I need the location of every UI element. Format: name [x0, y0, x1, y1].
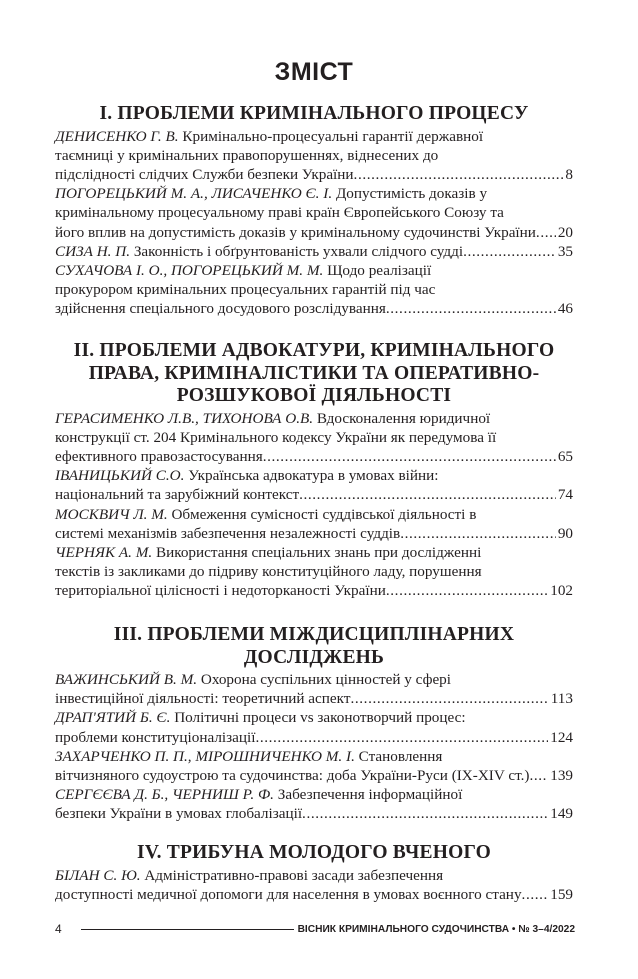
entry-title-text: Кримінально-процесуальні гарантії державної — [182, 127, 484, 145]
entry-title-text: його вплив на допустимість доказів у кримінальному судочинстві України — [55, 223, 536, 241]
entry-author: БІЛАН С. Ю. — [55, 866, 141, 884]
toc-entry[interactable] — [55, 543, 573, 601]
entry-line — [55, 203, 573, 222]
dot-leader — [386, 299, 556, 318]
dot-leader — [386, 581, 548, 600]
entry-page-number: 159 — [550, 885, 573, 903]
entry-title-text: ефективного правозастосування — [55, 447, 263, 465]
entry-author: СИЗА Н. П. — [55, 242, 131, 260]
section-4 — [55, 843, 573, 904]
entry-line — [55, 505, 573, 524]
entry-title-text: конструкції ст. 204 Кримінального кодексу України як передумова її — [55, 428, 497, 446]
entry-line — [55, 689, 573, 708]
entry-title-text: Вдосконалення юридичної — [316, 409, 491, 427]
toc-entry[interactable] — [55, 747, 573, 785]
entry-author: ЗАХАРЧЕНКО П. П., МІРОШНИЧЕНКО М. І. — [55, 747, 355, 765]
dot-leader — [463, 242, 556, 261]
entry-line — [55, 146, 573, 165]
footer-rule — [81, 929, 294, 930]
entry-title-text: Охорона суспільних цінностей у сфері — [200, 671, 451, 688]
dot-leader — [354, 165, 564, 184]
entry-author: ДЕНИСЕНКО Г. В. — [55, 127, 179, 145]
entry-line — [55, 885, 573, 904]
entry-line — [55, 261, 573, 280]
toc-entry[interactable] — [55, 242, 573, 261]
entry-title-text: підслідності слідчих Служби безпеки України — [55, 165, 354, 183]
entry-page-number: 149 — [550, 805, 573, 823]
entry-title-text: здійснення спеціального досудового розслідування — [55, 300, 386, 318]
entry-author: ВАЖИНСЬКИЙ В. М. — [55, 671, 198, 688]
page-title: ЗМІСТ — [274, 58, 354, 86]
dot-leader — [302, 804, 548, 823]
section-heading: IV. ТРИБУНА МОЛОДОГО ВЧЕНОГО — [137, 842, 491, 863]
toc-entry[interactable] — [55, 866, 573, 904]
page-footer — [55, 921, 575, 937]
entry-line — [55, 708, 573, 727]
section-heading: III. ПРОБЛЕМИ МІЖДИСЦИПЛІНАРНИХ — [113, 624, 515, 645]
entry-line — [55, 581, 573, 600]
entry-author: СЕРГЄЄВА Д. Б., ЧЕРНИШ Р. Ф. — [55, 786, 274, 804]
page-number: 4 — [55, 922, 62, 936]
entry-title-text: Українська адвокатура в умовах війни: — [188, 467, 439, 485]
entry-page-number: 65 — [557, 447, 573, 465]
entry-line — [55, 184, 573, 203]
entry-author: ІВАНИЦЬКИЙ С.О. — [55, 467, 185, 485]
entry-title-text: національний та зарубіжний контекст — [55, 486, 300, 504]
toc-entry[interactable] — [55, 708, 573, 746]
section-heading: I. ПРОБЛЕМИ КРИМІНАЛЬНОГО ПРОЦЕСУ — [99, 103, 529, 124]
entry-title-text: Обмеження сумісності суддівської діяльності в — [171, 505, 477, 523]
dot-leader — [350, 689, 548, 708]
entry-title-text: Законність і обґрунтованість ухвали слідчого судді — [133, 242, 464, 260]
entry-author: ГЕРАСИМЕНКО Л.В., ТИХОНОВА О.В. — [55, 409, 314, 427]
dot-leader — [299, 485, 556, 504]
entry-line — [55, 466, 573, 485]
toc-entry[interactable] — [55, 670, 573, 708]
entry-page-number: 124 — [550, 728, 573, 746]
entry-page-number: 102 — [550, 582, 573, 600]
section-2 — [55, 341, 573, 601]
entry-line — [55, 409, 573, 428]
toc-entry[interactable] — [55, 261, 573, 319]
entry-line — [55, 766, 573, 785]
entry-line — [55, 447, 573, 466]
entry-line — [55, 866, 573, 885]
entry-author: ЧЕРНЯК А. М. — [55, 543, 153, 561]
section-heading: РОЗШУКОВОЇ ДІЯЛЬНОСТІ — [176, 385, 452, 406]
entry-author: ДРАП'ЯТИЙ Б. Є. — [55, 709, 171, 727]
toc-entry[interactable] — [55, 127, 573, 185]
entry-title-text: текстів із закликами до підриву конституційного ладу, порушення — [55, 563, 482, 581]
entry-title-text: Щодо реалізації — [327, 261, 432, 279]
journal-name: ВІСНИК КРИМІНАЛЬНОГО СУДОЧИНСТВА • № 3–4/2022 — [297, 923, 575, 935]
entry-title-text: системі механізмів забезпечення незалежності суддів — [55, 524, 401, 542]
entry-line — [55, 299, 573, 318]
section-1 — [55, 104, 573, 319]
entry-title-text: Становлення — [358, 747, 443, 765]
entry-title-text: кримінальному процесуальному праві країн Європейського Союзу та — [55, 204, 504, 222]
entry-line — [55, 165, 573, 184]
entry-title-text: доступності медичної допомоги для населення в умовах воєнного стану — [55, 885, 522, 903]
entry-line — [55, 728, 573, 747]
entry-title-text: безпеки України в умовах глобалізації — [55, 805, 303, 823]
entry-line — [55, 242, 573, 261]
dot-leader — [536, 223, 556, 242]
entry-title-text: Допустимість доказів у — [335, 185, 488, 203]
entry-page-number: 74 — [557, 486, 573, 504]
entry-page-number: 35 — [557, 242, 573, 260]
entry-line — [55, 747, 573, 766]
entry-title-text: інвестиційної діяльності: теоретичний аспект — [55, 690, 351, 708]
entry-line — [55, 670, 573, 689]
entry-page-number: 90 — [557, 524, 573, 542]
section-heading: ПРАВА, КРИМІНАЛІСТИКИ ТА ОПЕРАТИВНО- — [88, 362, 540, 384]
entry-page-number: 8 — [565, 165, 573, 183]
toc-entry[interactable] — [55, 505, 573, 543]
entry-line — [55, 223, 573, 242]
section-heading: II. ПРОБЛЕМИ АДВОКАТУРИ, КРИМІНАЛЬНОГО — [73, 340, 555, 361]
entry-title-text: проблеми конституціоналізації — [55, 728, 256, 746]
entry-line — [55, 485, 573, 504]
entry-title-text: вітчизняного судоустрою та судочинства: доба України-Руси (IX-XIV ст.) — [55, 767, 530, 785]
entry-author: ПОГОРЕЦЬКИЙ М. А., ЛИСАЧЕНКО Є. І. — [55, 185, 333, 203]
dot-leader — [255, 728, 548, 747]
entry-line — [55, 127, 573, 146]
entry-title-text: Адміністративно-правові засади забезпечення — [144, 866, 444, 884]
entry-title-text: Політичні процеси vs законотворчий процес: — [174, 709, 466, 727]
entry-page-number: 20 — [557, 223, 573, 241]
toc-entry[interactable] — [55, 466, 573, 504]
entry-page-number: 46 — [557, 300, 573, 318]
toc-entry[interactable] — [55, 409, 573, 467]
toc-entry[interactable] — [55, 785, 573, 823]
section-heading: ДОСЛІДЖЕНЬ — [243, 646, 385, 668]
entry-line — [55, 804, 573, 823]
section-3 — [55, 625, 573, 824]
entry-author: МОСКВИЧ Л. М. — [55, 505, 168, 523]
entry-line — [55, 785, 573, 804]
entry-title-text: територіальної цілісності і недоторканості України — [55, 582, 386, 600]
entry-author: СУХАЧОВА І. О., ПОГОРЕЦЬКИЙ М. М. — [55, 261, 324, 279]
entry-page-number: 113 — [550, 690, 573, 708]
dot-leader — [522, 885, 549, 904]
entry-line — [55, 562, 573, 581]
entry-line — [55, 524, 573, 543]
entry-title-text: таємниці у кримінальних правопорушеннях, віднесених до — [55, 146, 439, 164]
entry-title-text: Використання спеціальних знань при дослідженні — [155, 543, 482, 561]
entry-title-text: Забезпечення інформаційної — [277, 786, 463, 804]
entry-title-text: прокурором кримінальних процесуальних гарантій під час — [55, 281, 436, 299]
dot-leader — [400, 524, 556, 543]
entry-page-number: 139 — [550, 767, 573, 785]
entry-line — [55, 280, 573, 299]
dot-leader — [529, 766, 548, 785]
toc-entry[interactable] — [55, 184, 573, 242]
entry-line — [55, 428, 573, 447]
dot-leader — [263, 447, 556, 466]
entry-line — [55, 543, 573, 562]
